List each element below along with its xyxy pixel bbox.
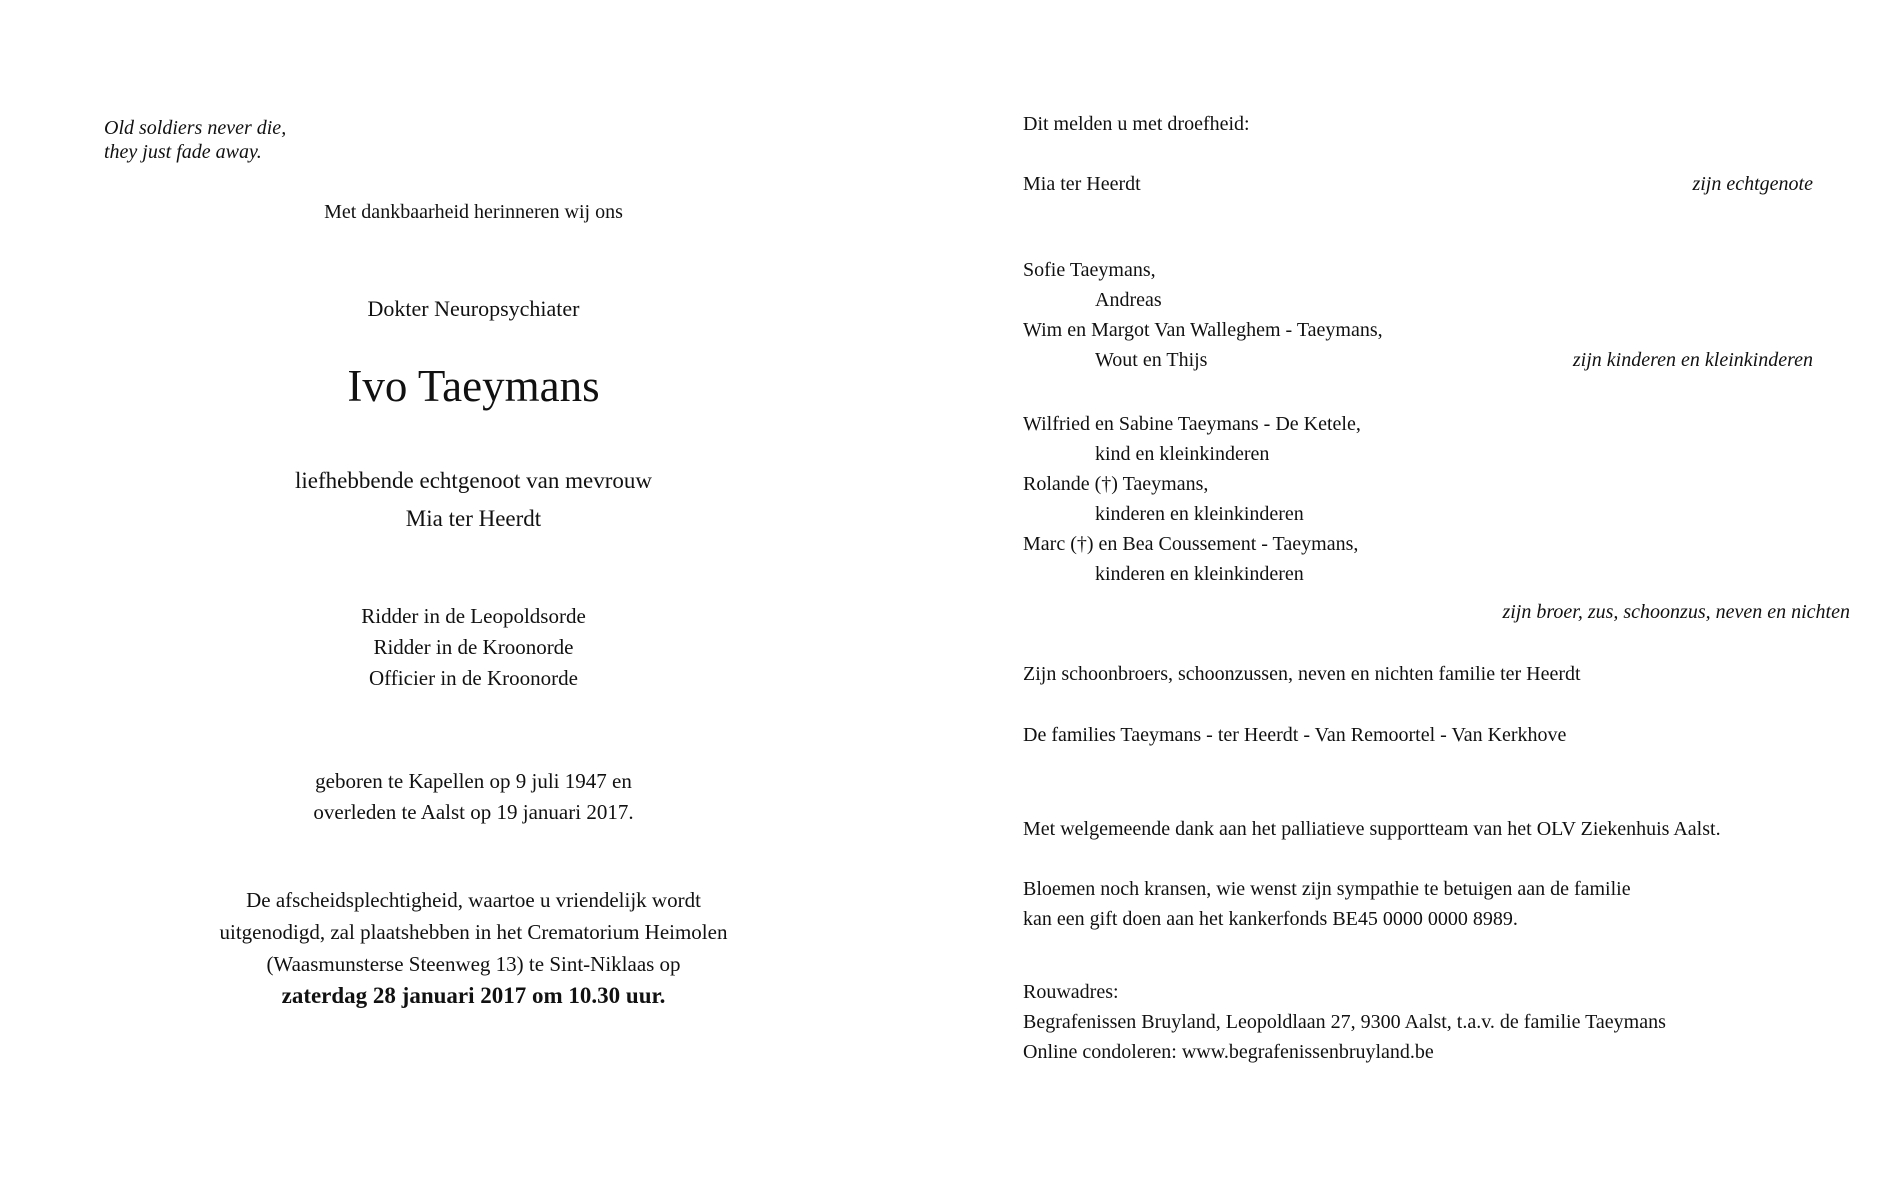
families-line: De families Taeymans - ter Heerdt - Van Remoortel - Van Kerkhove	[1023, 724, 1567, 746]
sibling-descendants-line: kinderen en kleinkinderen	[1095, 503, 1304, 525]
grandchild-line: Wout en Thijs	[1095, 349, 1208, 371]
announcement-line: Dit melden u met droefheid:	[1023, 113, 1250, 135]
siblings-role-label: zijn broer, zus, schoonzus, neven en nichten	[1502, 601, 1850, 623]
thanks-line: Met welgemeende dank aan het palliatieve supportteam van het OLV Ziekenhuis Aalst.	[1023, 818, 1721, 840]
epigraph-line-2: they just fade away.	[104, 141, 262, 163]
birth-line: geboren te Kapellen op 9 juli 1947 en	[315, 769, 632, 793]
ceremony-line: De afscheidsplechtigheid, waartoe u vriendelijk wordt	[246, 888, 701, 912]
epigraph	[104, 116, 286, 164]
mourning-address-line: Begrafenissen Bruyland, Leopoldlaan 27, 9300 Aalst, t.a.v. de familie Taeymans	[1023, 1011, 1666, 1033]
spouse-name: Mia ter Heerdt	[1023, 173, 1141, 195]
sibling-descendants-line: kind en kleinkinderen	[1095, 443, 1270, 465]
ceremony-datetime: zaterdag 28 januari 2017 om 10.30 uur.	[281, 983, 666, 1008]
honor-item: Ridder in de Leopoldsorde	[361, 604, 586, 628]
honor-item: Ridder in de Kroonorde	[373, 635, 574, 659]
grandchild-line: Andreas	[1095, 289, 1162, 311]
sibling-descendants-line: kinderen en kleinkinderen	[1095, 563, 1304, 585]
life-dates	[0, 766, 947, 828]
right-page	[947, 0, 1894, 1177]
donation-line: kan een gift doen aan het kankerfonds BE45 0000 0000 8989.	[1023, 908, 1518, 930]
children-role-label: zijn kinderen en kleinkinderen	[1572, 349, 1813, 371]
deceased-name: Ivo Taeymans	[347, 361, 600, 411]
in-laws-line: Zijn schoonbroers, schoonzussen, neven en nichten familie ter Heerdt	[1023, 663, 1581, 685]
honors-list	[0, 601, 947, 694]
deceased-title: Dokter Neuropsychiater	[367, 296, 580, 321]
child-line: Wim en Margot Van Walleghem - Taeymans,	[1023, 319, 1383, 341]
sibling-line: Marc (†) en Bea Coussement - Taeymans,	[1023, 533, 1359, 555]
ceremony-line: uitgenodigd, zal plaatshebben in het Crematorium Heimolen	[219, 920, 728, 944]
spouse-name-left: Mia ter Heerdt	[405, 506, 542, 531]
mourning-address-label: Rouwadres:	[1023, 981, 1119, 1003]
death-line: overleden te Aalst op 19 januari 2017.	[313, 800, 634, 824]
ceremony-line: (Waasmunsterse Steenweg 13) te Sint-Niklaas op	[266, 952, 681, 976]
online-condolence-line: Online condoleren: www.begrafenissenbruyland.be	[1023, 1041, 1434, 1063]
epigraph-line-1: Old soldiers never die,	[104, 117, 287, 139]
spouse-role-label: zijn echtgenote	[1692, 173, 1813, 195]
sibling-line: Rolande (†) Taeymans,	[1023, 473, 1209, 495]
sibling-line: Wilfried en Sabine Taeymans - De Ketele,	[1023, 413, 1361, 435]
relation-line: liefhebbende echtgenoot van mevrouw	[294, 468, 652, 493]
intro-line: Met dankbaarheid herinneren wij ons	[324, 201, 623, 223]
ceremony-paragraph	[0, 884, 947, 1012]
flowers-line: Bloemen noch kransen, wie wenst zijn sympathie te betuigen aan de familie	[1023, 878, 1631, 900]
honor-item: Officier in de Kroonorde	[369, 666, 578, 690]
child-line: Sofie Taeymans,	[1023, 259, 1156, 281]
